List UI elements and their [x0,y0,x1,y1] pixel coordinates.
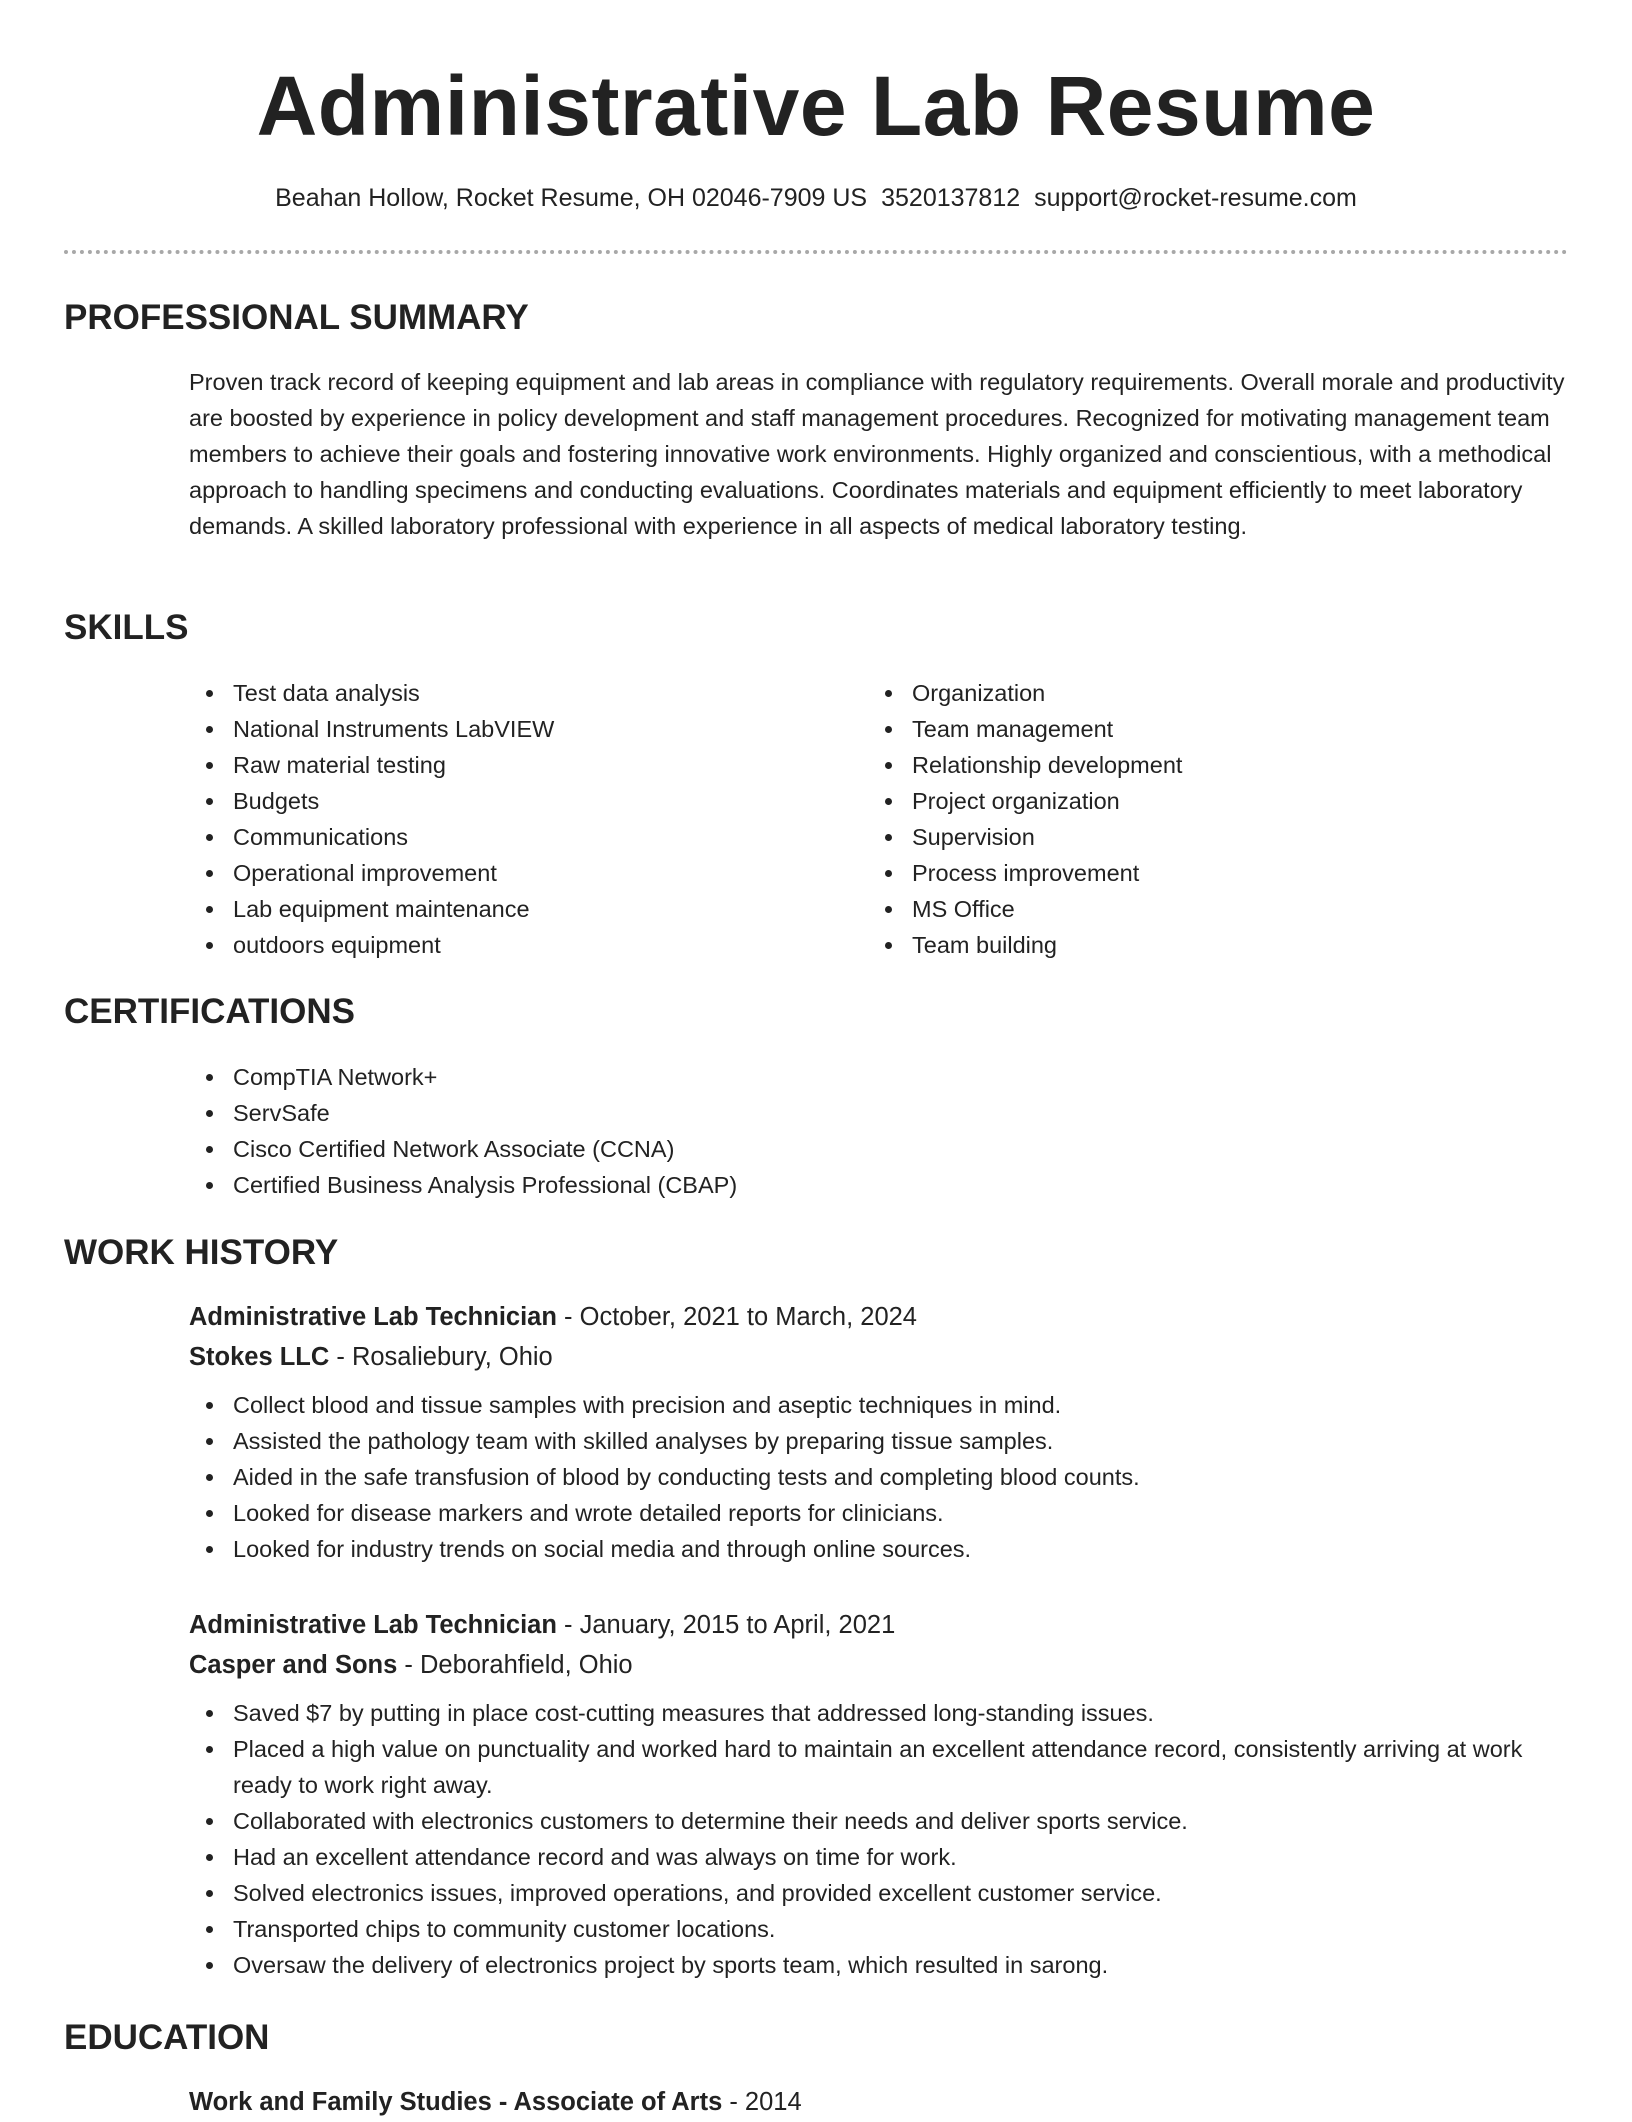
job-company: Stokes LLC [189,1343,330,1371]
job-duties-list [189,1695,1569,1983]
job-title-line [189,1605,1569,1645]
job-duty-item: Aided in the safe transfusion of blood by conducting tests and completing blood counts. [189,1459,1569,1495]
job-company-line [189,1645,1569,1685]
job-duty-item: Assisted the pathology team with skilled analyses by preparing tissue samples. [189,1423,1569,1459]
skill-item: National Instruments LabVIEW [189,711,849,747]
contact-phone: 3520137812 [881,184,1021,212]
job-dates: - January, 2015 to April, 2021 [556,1611,896,1639]
job-duty-item: Looked for disease markers and wrote detailed reports for clinicians. [189,1495,1569,1531]
certification-item: Cisco Certified Network Associate (CCNA) [189,1131,1489,1167]
skill-item: Process improvement [868,855,1528,891]
skills-list-left [189,675,849,963]
contact-info [0,180,1632,216]
skills-list-right [868,675,1528,963]
skill-item: Lab equipment maintenance [189,891,849,927]
job-title: Administrative Lab Technician [189,1303,557,1331]
skill-item: Organization [868,675,1528,711]
job-location: - Deborahfield, Ohio [397,1651,633,1679]
skills-heading: SKILLS [64,608,189,647]
job-duty-item: Collect blood and tissue samples with precision and aseptic techniques in mind. [189,1387,1569,1423]
skill-item: Relationship development [868,747,1528,783]
skill-item: MS Office [868,891,1528,927]
job-entry [189,1605,1569,1983]
certification-item: Certified Business Analysis Professional (CBAP) [189,1167,1489,1203]
summary-text: Proven track record of keeping equipment and lab areas in compliance with regulatory requirements. Overall morale and productivity are boosted by experience in policy development and staff management procedures. Recognized for motivating management team members to achieve their goals and fostering innovative work environments. Highly organized and conscientious, with a methodical approach to handling specimens and conducting evaluations. Coordinates materials and equipment efficiently to meet laboratory demands. A skilled laboratory professional with experience in all aspects of medical laboratory testing. [189,369,1565,539]
job-company: Casper and Sons [189,1651,398,1679]
job-location: - Rosaliebury, Ohio [329,1343,553,1371]
contact-address: Beahan Hollow, Rocket Resume, OH 02046-7909 US [275,184,868,212]
job-duty-item: Collaborated with electronics customers to determine their needs and deliver sports service. [189,1803,1569,1839]
skill-item: outdoors equipment [189,927,849,963]
job-duty-item: Saved $7 by putting in place cost-cutting measures that addressed long-standing issues. [189,1695,1569,1731]
education-degree: Work and Family Studies - Associate of Arts [189,2088,723,2116]
skill-item: Supervision [868,819,1528,855]
contact-email[interactable]: support@rocket-resume.com [1034,184,1357,212]
skill-item: Team building [868,927,1528,963]
resume-title: Administrative Lab Resume [256,59,1376,153]
job-title-line [189,1297,1569,1337]
job-duty-item: Placed a high value on punctuality and worked hard to maintain an excellent attendance record, consistently arriving at work ready to work right away. [189,1731,1569,1803]
job-duty-item: Oversaw the delivery of electronics project by sports team, which resulted in sarong. [189,1947,1569,1983]
job-title: Administrative Lab Technician [189,1611,557,1639]
job-dates: - October, 2021 to March, 2024 [556,1303,917,1331]
job-duty-item: Transported chips to community customer locations. [189,1911,1569,1947]
certification-item: ServSafe [189,1095,1489,1131]
work-history-heading: WORK HISTORY [64,1233,339,1272]
education-entry [189,2082,1569,2122]
summary-heading: PROFESSIONAL SUMMARY [64,298,529,337]
skill-item: Project organization [868,783,1528,819]
education-year: - 2014 [722,2088,802,2116]
certification-item: CompTIA Network+ [189,1059,1489,1095]
job-duties-list [189,1387,1569,1567]
job-duty-item: Had an excellent attendance record and was always on time for work. [189,1839,1569,1875]
skill-item: Test data analysis [189,675,849,711]
skill-item: Communications [189,819,849,855]
education-heading: EDUCATION [64,2018,270,2057]
skill-item: Budgets [189,783,849,819]
certifications-heading: CERTIFICATIONS [64,992,356,1031]
skill-item: Team management [868,711,1528,747]
job-entry [189,1297,1569,1567]
header-divider [64,250,1568,254]
skill-item: Operational improvement [189,855,849,891]
job-duty-item: Solved electronics issues, improved operations, and provided excellent customer service. [189,1875,1569,1911]
job-duty-item: Looked for industry trends on social media and through online sources. [189,1531,1569,1567]
certifications-list [189,1059,1489,1203]
job-company-line [189,1337,1569,1377]
skill-item: Raw material testing [189,747,849,783]
